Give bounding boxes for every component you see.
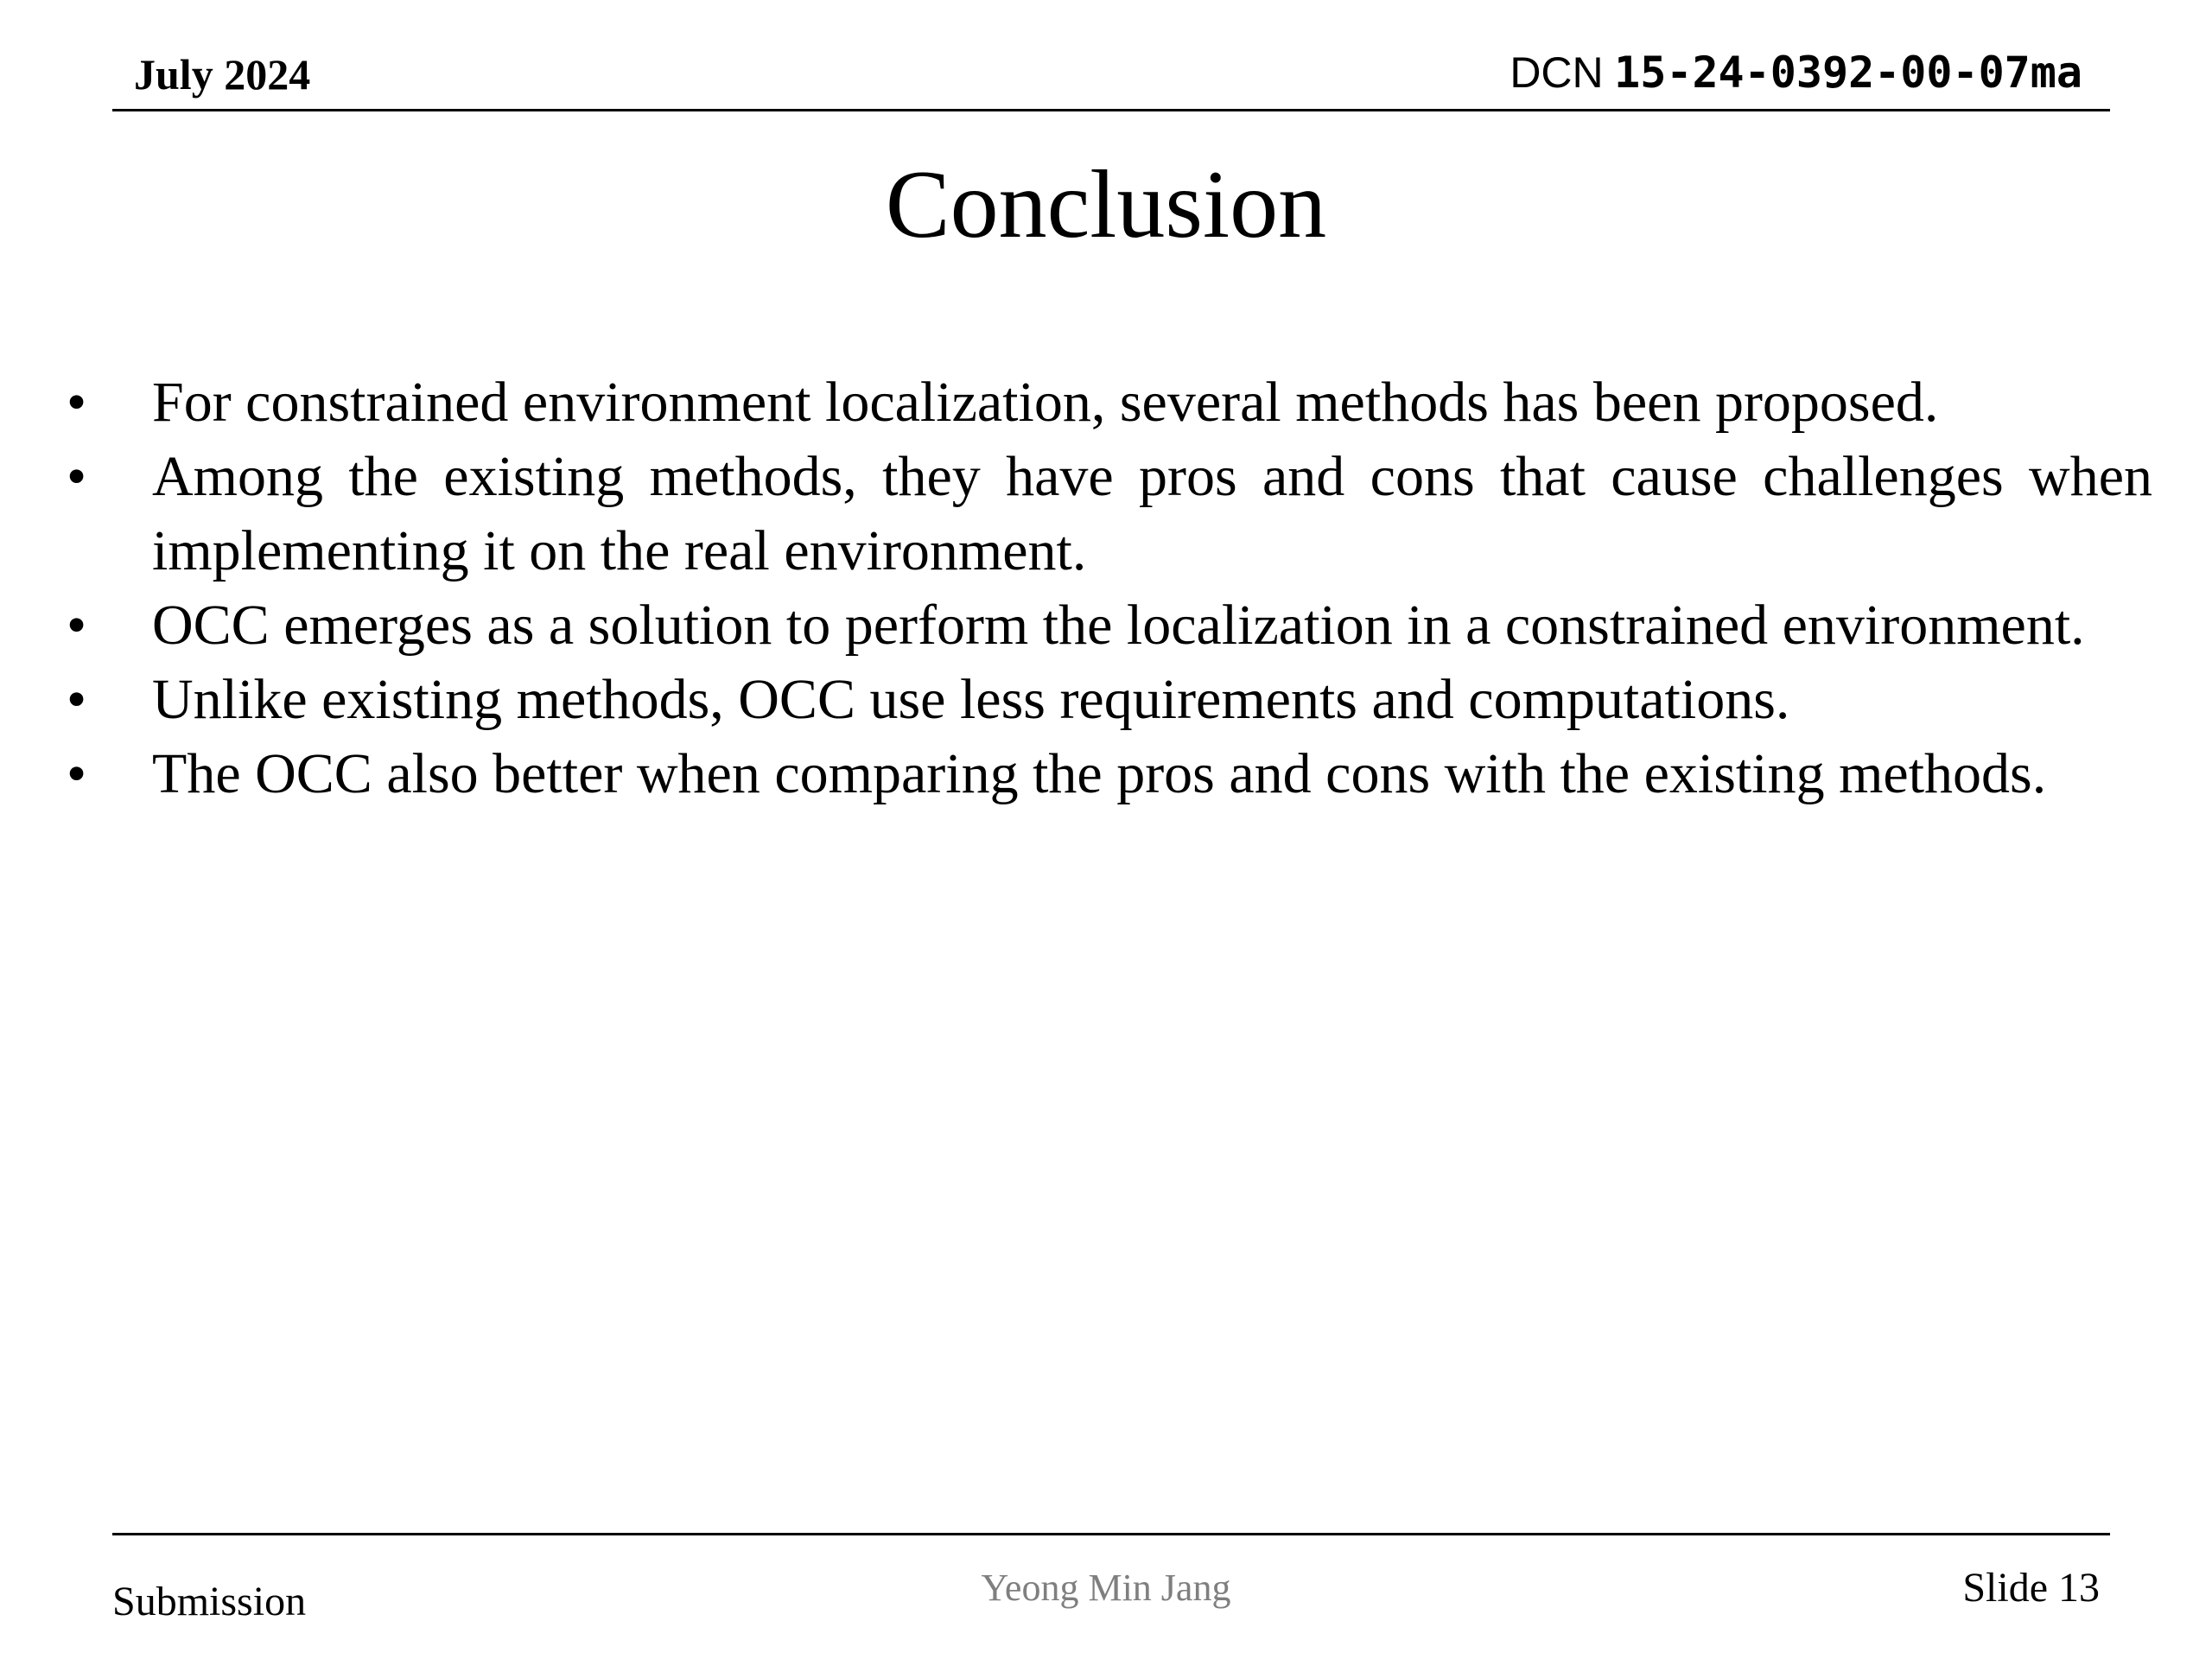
bullet-marker: • [67,594,87,657]
bullet-item [0,663,2212,737]
bullet-item [0,737,2212,811]
bullet-marker: • [67,445,87,508]
header-dcn [1510,45,2082,100]
footer-submission: Submission [112,1579,307,1624]
bullet-marker: • [67,371,87,434]
header-date: July 2024 [134,50,311,99]
header-divider [112,109,2110,111]
bullet-item [0,365,2212,440]
bullet-marker: • [67,742,87,805]
bullet-text: Among the existing methods, they have pros and cons that cause challenges when implementing it on the real environment. [152,445,2152,582]
bullet-text: For constrained environment localization, several methods has been proposed. [152,371,1939,434]
footer-slide-number: Slide 13 [1962,1565,2100,1611]
bullet-item [0,440,2212,588]
dcn-number: 15-24-0392-00-07ma [1614,48,2082,98]
footer-author: Yeong Min Jang [981,1567,1231,1609]
bullet-item [0,588,2212,663]
dcn-prefix: DCN [1510,48,1604,97]
bullet-text: OCC emerges as a solution to perform the localization in a constrained environment. [152,594,2085,657]
footer-divider [112,1533,2110,1535]
slide-title: Conclusion [885,151,1327,258]
bullet-text: The OCC also better when comparing the pros and cons with the existing methods. [152,742,2047,805]
bullet-marker: • [67,668,87,731]
bullet-text: Unlike existing methods, OCC use less requirements and computations. [152,668,1790,731]
bullet-list [0,365,2212,811]
